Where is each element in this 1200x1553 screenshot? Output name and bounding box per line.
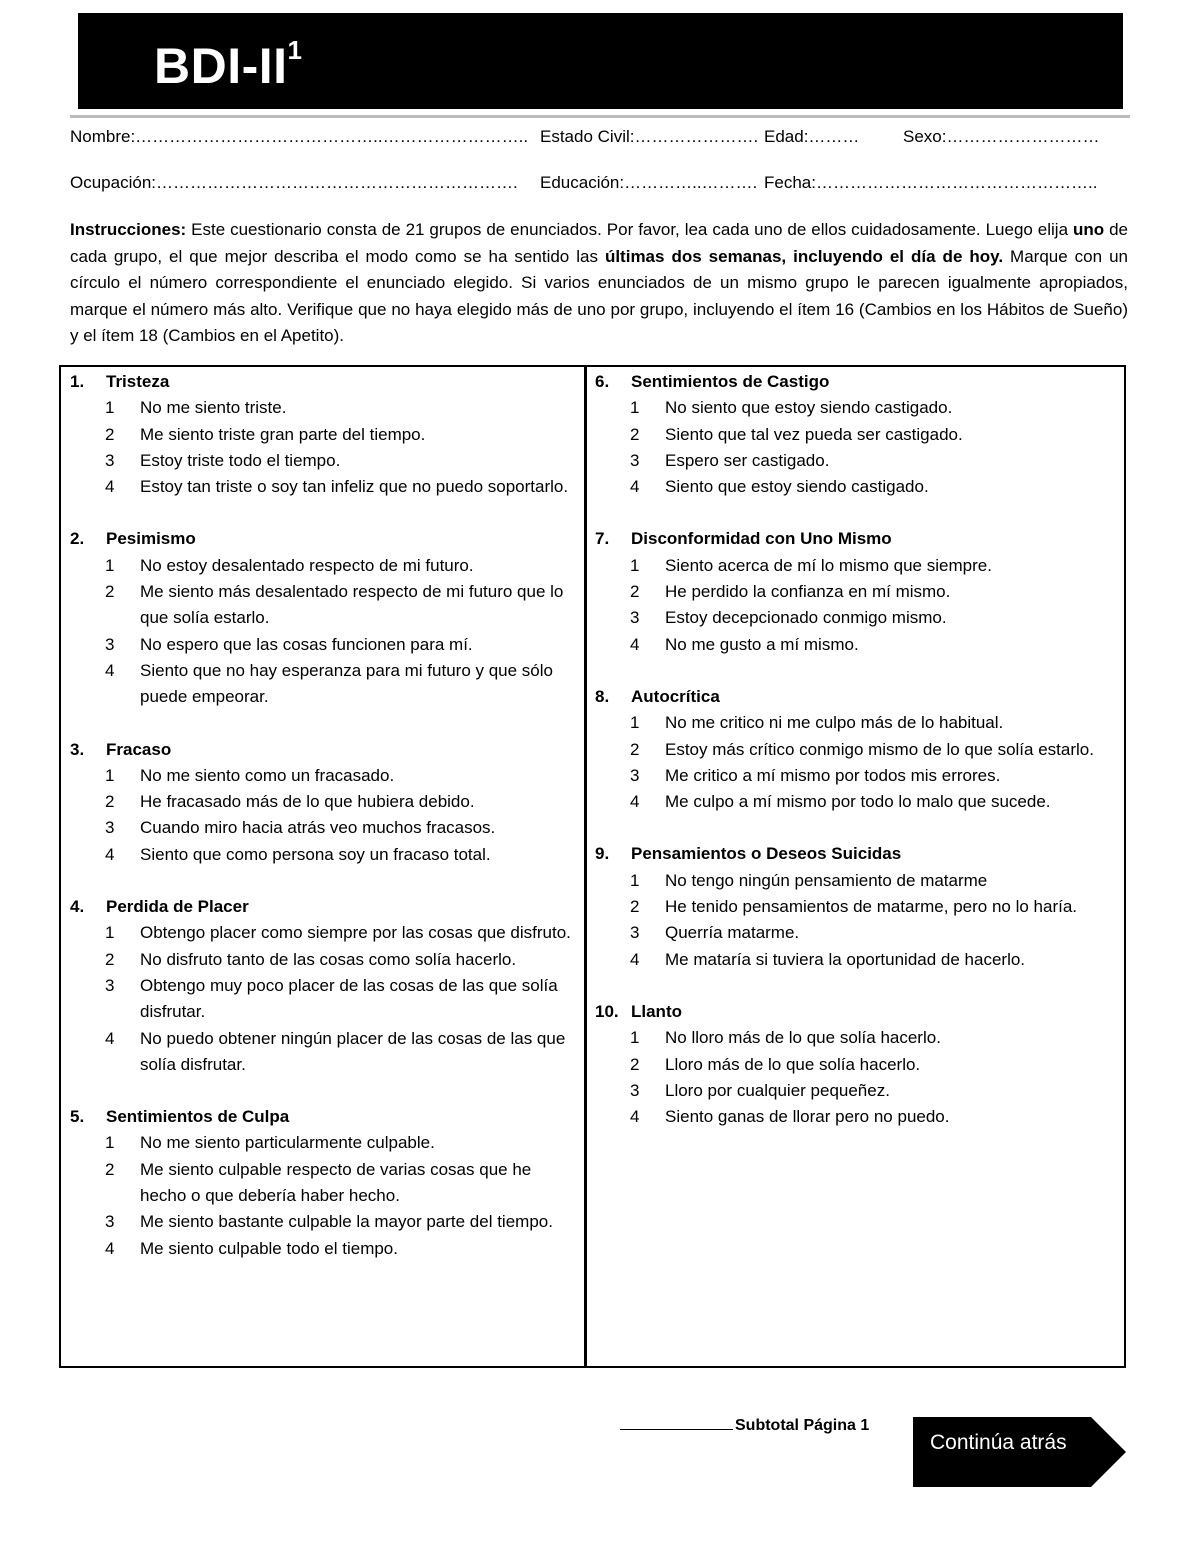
answer-option[interactable] <box>70 842 575 868</box>
answer-option[interactable] <box>70 448 575 474</box>
title-banner <box>78 13 1123 109</box>
question-heading <box>70 369 575 395</box>
answer-option[interactable] <box>70 789 575 815</box>
answer-number[interactable]: 2 <box>105 582 115 602</box>
answer-text: Estoy más crítico conmigo mismo de lo que solía estarlo. <box>665 739 1094 759</box>
question-title: Pensamientos o Deseos Suicidas <box>631 844 902 864</box>
question-title: Pesimismo <box>106 529 196 549</box>
question-number: 8. <box>595 686 610 706</box>
question-title: Sentimientos de Culpa <box>106 1107 290 1127</box>
answer-option[interactable] <box>70 947 575 973</box>
answer-text: Estoy triste todo el tiempo. <box>140 450 341 470</box>
answer-text: He perdido la confianza en mí mismo. <box>665 582 951 602</box>
answer-number[interactable]: 3 <box>630 1080 640 1100</box>
instructions-label: Instrucciones: <box>70 220 187 239</box>
answer-option[interactable] <box>70 1130 575 1156</box>
answer-text: No me siento triste. <box>140 398 287 418</box>
question-heading <box>595 369 1095 395</box>
question-heading <box>70 737 575 763</box>
answer-text: No me critico ni me culpo más de lo habitual. <box>665 713 1004 733</box>
answer-text: Querría matarme. <box>665 923 800 943</box>
question-title: Disconformidad con Uno Mismo <box>631 529 892 549</box>
question-item <box>70 894 575 1078</box>
answer-number[interactable]: 1 <box>105 923 115 943</box>
question-number: 7. <box>595 529 610 549</box>
answer-number[interactable]: 1 <box>630 1028 640 1048</box>
answer-number[interactable]: 1 <box>630 555 640 575</box>
answer-text: Me siento culpable todo el tiempo. <box>140 1238 398 1258</box>
answer-option[interactable] <box>595 474 1095 500</box>
instructions-paragraph: Instrucciones: Este cuestionario consta de 21 grupos de enunciados. Por favor, lea cada uno de ellos cuidadosamente. Luego elija uno de cada grupo, el que mejor describa el modo como se ha sentido las últimas dos semanas, incluyendo el día de hoy. Marque con un círculo el número correspondiente el enunciado elegido. Si varios enunciados de un mismo grupo le parecen igualmente apropiados, marque el número más alto. Verifique que no haya elegido más de uno por grupo, incluyendo el ítem 16 (Cambios en los Hábitos de Sueño) y el ítem 18 (Cambios en el Apetito). <box>70 220 1128 345</box>
question-item <box>70 1104 575 1262</box>
edad-field[interactable]: Edad:……… <box>764 127 860 146</box>
question-title: Autocrítica <box>631 686 720 706</box>
answer-number[interactable]: 1 <box>105 1133 115 1153</box>
answer-option[interactable] <box>595 894 1095 920</box>
answer-option[interactable] <box>70 973 575 1026</box>
question-number: 5. <box>70 1107 85 1127</box>
question-number: 9. <box>595 844 610 864</box>
answer-option[interactable] <box>70 658 575 711</box>
answer-number[interactable]: 3 <box>630 923 640 943</box>
answer-text: Lloro más de lo que solía hacerlo. <box>665 1054 921 1074</box>
question-heading <box>595 684 1095 710</box>
subtotal-blank[interactable] <box>620 1429 733 1430</box>
continue-back-button[interactable] <box>913 1417 1126 1487</box>
estado-civil-field[interactable]: Estado Civil:…………………. <box>540 127 759 146</box>
question-number: 2. <box>70 529 85 549</box>
answer-text: Obtengo muy poco placer de las cosas de las que solía disfrutar. <box>140 975 558 1022</box>
answer-text: Me siento culpable respecto de varias cosas que he hecho o que debería haber hecho. <box>140 1159 532 1206</box>
answer-number[interactable]: 3 <box>105 818 115 838</box>
answer-text: Siento que tal vez pueda ser castigado. <box>665 424 963 444</box>
answer-option[interactable] <box>70 474 575 500</box>
header-rule <box>70 115 1130 118</box>
answer-text: No estoy desalentado respecto de mi futuro. <box>140 555 474 575</box>
answer-option[interactable] <box>70 1209 575 1235</box>
question-heading <box>595 841 1095 867</box>
answer-number[interactable]: 1 <box>105 398 115 418</box>
answer-text: Me mataría si tuviera la oportunidad de hacerlo. <box>665 949 1026 969</box>
answer-option[interactable] <box>595 422 1095 448</box>
answer-option[interactable] <box>595 763 1095 789</box>
answer-text: No tengo ningún pensamiento de matarme <box>665 870 988 890</box>
answer-option[interactable] <box>595 1078 1095 1104</box>
answer-number[interactable]: 2 <box>630 1054 640 1074</box>
answer-option[interactable] <box>595 868 1095 894</box>
answer-option[interactable] <box>70 1236 575 1262</box>
question-title: Perdida de Placer <box>106 897 249 917</box>
sexo-field[interactable]: Sexo:……………………… <box>903 127 1100 146</box>
answer-text: Siento ganas de llorar pero no puedo. <box>665 1107 950 1127</box>
answer-number[interactable]: 4 <box>630 1107 640 1127</box>
educacion-field[interactable]: Educación:…………..………. <box>540 173 758 192</box>
answer-text: Me siento bastante culpable la mayor parte del tiempo. <box>140 1212 553 1232</box>
answer-option[interactable] <box>595 579 1095 605</box>
answer-option[interactable] <box>595 710 1095 736</box>
answer-number[interactable]: 4 <box>630 949 640 969</box>
answer-option[interactable] <box>595 632 1095 658</box>
answer-option[interactable] <box>595 448 1095 474</box>
answer-number[interactable]: 2 <box>630 897 640 917</box>
question-item <box>595 369 1095 500</box>
answer-text: Siento acerca de mí lo mismo que siempre. <box>665 555 992 575</box>
fecha-field[interactable]: Fecha:………………………………………….. <box>764 173 1098 192</box>
answer-number[interactable]: 1 <box>105 555 115 575</box>
answer-number[interactable]: 3 <box>630 765 640 785</box>
questions-column-right <box>595 369 1095 1156</box>
title-footnote-marker: 1 <box>287 35 303 66</box>
question-item <box>70 737 575 868</box>
question-title: Sentimientos de Castigo <box>631 372 830 391</box>
answer-number[interactable]: 2 <box>630 739 640 759</box>
answer-option[interactable] <box>70 1157 575 1210</box>
answer-text: Me siento triste gran parte del tiempo. <box>140 424 426 444</box>
answer-text: Estoy decepcionado conmigo mismo. <box>665 608 947 628</box>
answer-number[interactable]: 1 <box>630 398 640 418</box>
answer-number[interactable]: 4 <box>630 792 640 812</box>
answer-number[interactable]: 4 <box>630 477 640 497</box>
answer-text: No me gusto a mí mismo. <box>665 634 859 654</box>
answer-option[interactable] <box>70 553 575 579</box>
answer-text: Me siento más desalentado respecto de mi futuro que lo que solía estarlo. <box>140 582 564 628</box>
answer-number[interactable]: 4 <box>105 1028 115 1048</box>
answer-number[interactable]: 3 <box>105 1212 115 1232</box>
subtotal-label: Subtotal Página 1 <box>735 1417 870 1434</box>
question-number: 1. <box>70 372 85 391</box>
answer-number[interactable]: 4 <box>105 1238 115 1258</box>
answer-option[interactable] <box>70 422 575 448</box>
answer-number[interactable]: 4 <box>105 477 115 497</box>
answer-option[interactable] <box>595 395 1095 421</box>
questions-column-left <box>70 369 575 1288</box>
answer-option[interactable] <box>595 1052 1095 1078</box>
answer-text: Me culpo a mí mismo por todo lo malo que sucede. <box>665 792 1051 812</box>
answer-number[interactable]: 2 <box>105 792 115 812</box>
answer-number[interactable]: 3 <box>105 450 115 470</box>
answer-option[interactable] <box>70 579 575 632</box>
answer-number[interactable]: 1 <box>630 713 640 733</box>
question-title: Tristeza <box>106 372 170 391</box>
question-item <box>595 841 1095 972</box>
question-heading <box>595 526 1095 552</box>
question-title: Llanto <box>631 1001 682 1021</box>
nombre-field[interactable]: Nombre:……………………………………..…………………….. <box>70 127 529 146</box>
question-title: Fracaso <box>106 739 172 759</box>
question-heading <box>70 526 575 552</box>
answer-option[interactable] <box>70 815 575 841</box>
question-heading <box>70 894 575 920</box>
question-heading <box>70 1104 575 1130</box>
answer-text: Lloro por cualquier pequeñez. <box>665 1080 890 1100</box>
answer-text: Espero ser castigado. <box>665 450 830 470</box>
question-item <box>595 526 1095 657</box>
answer-number[interactable]: 2 <box>105 424 115 444</box>
answer-text: No espero que las cosas funcionen para mí. <box>140 634 473 654</box>
answer-text: No puedo obtener ningún placer de las cosas de las que solía disfrutar. <box>140 1028 566 1074</box>
question-number: 3. <box>70 739 85 759</box>
answer-text: Me critico a mí mismo por todos mis errores. <box>665 765 1001 785</box>
answer-text: No siento que estoy siendo castigado. <box>665 398 953 418</box>
answer-text: Estoy tan triste o soy tan infeliz que no puedo soportarlo. <box>140 477 569 497</box>
question-number: 10. <box>595 1001 619 1021</box>
answer-number[interactable]: 3 <box>105 975 115 995</box>
subtotal-page-1[interactable] <box>620 1417 869 1435</box>
answer-text: No lloro más de lo que solía hacerlo. <box>665 1028 941 1048</box>
answer-option[interactable] <box>70 632 575 658</box>
answer-text: No me siento como un fracasado. <box>140 765 395 785</box>
answer-text: Obtengo placer como siempre por las cosas que disfruto. <box>140 923 571 943</box>
answer-option[interactable] <box>595 1104 1095 1130</box>
answer-option[interactable] <box>595 947 1095 973</box>
answer-option[interactable] <box>595 789 1095 815</box>
answer-option[interactable] <box>595 737 1095 763</box>
answer-text: Siento que estoy siendo castigado. <box>665 477 929 497</box>
answer-option[interactable] <box>595 553 1095 579</box>
question-number: 4. <box>70 897 85 917</box>
answer-text: He fracasado más de lo que hubiera debido. <box>140 792 475 812</box>
answer-number[interactable]: 4 <box>630 634 640 654</box>
column-divider <box>584 365 587 1368</box>
answer-text: No me siento particularmente culpable. <box>140 1133 435 1153</box>
answer-number[interactable]: 3 <box>105 634 115 654</box>
answer-number[interactable]: 1 <box>105 765 115 785</box>
answer-text: Siento que no hay esperanza para mi futuro y que sólo puede empeorar. <box>140 660 553 707</box>
answer-option[interactable] <box>595 1025 1095 1051</box>
answer-option[interactable] <box>70 395 575 421</box>
answer-option[interactable] <box>595 605 1095 631</box>
answer-number[interactable]: 4 <box>105 660 115 680</box>
question-item <box>595 684 1095 815</box>
answer-text: Cuando miro hacia atrás veo muchos fracasos. <box>140 818 496 838</box>
answer-text: He tenido pensamientos de matarme, pero no lo haría. <box>665 897 1078 917</box>
answer-number[interactable]: 1 <box>630 870 640 890</box>
answer-option[interactable] <box>70 763 575 789</box>
continue-label: Continúa atrás <box>930 1431 1067 1454</box>
answer-number[interactable]: 3 <box>630 450 640 470</box>
answer-number[interactable]: 2 <box>105 1159 115 1179</box>
page-title: BDI-$II^1$ <box>154 35 303 94</box>
question-heading <box>595 999 1095 1025</box>
answer-option[interactable] <box>70 1026 575 1079</box>
question-item <box>70 526 575 710</box>
answer-text: Siento que como persona soy un fracaso total. <box>140 844 491 864</box>
answer-number[interactable]: 2 <box>630 582 640 602</box>
question-number: 6. <box>595 372 610 391</box>
answer-number[interactable]: 4 <box>105 844 115 864</box>
answer-text: No disfruto tanto de las cosas como solía hacerlo. <box>140 949 517 969</box>
question-item <box>595 999 1095 1130</box>
question-item <box>70 369 575 500</box>
answer-option[interactable] <box>595 920 1095 946</box>
answer-option[interactable] <box>70 920 575 946</box>
ocupacion-field[interactable]: Ocupación:………………………………………………………. <box>70 173 518 192</box>
answer-number[interactable]: 2 <box>630 424 640 444</box>
answer-number[interactable]: 3 <box>630 608 640 628</box>
answer-number[interactable]: 2 <box>105 949 115 969</box>
